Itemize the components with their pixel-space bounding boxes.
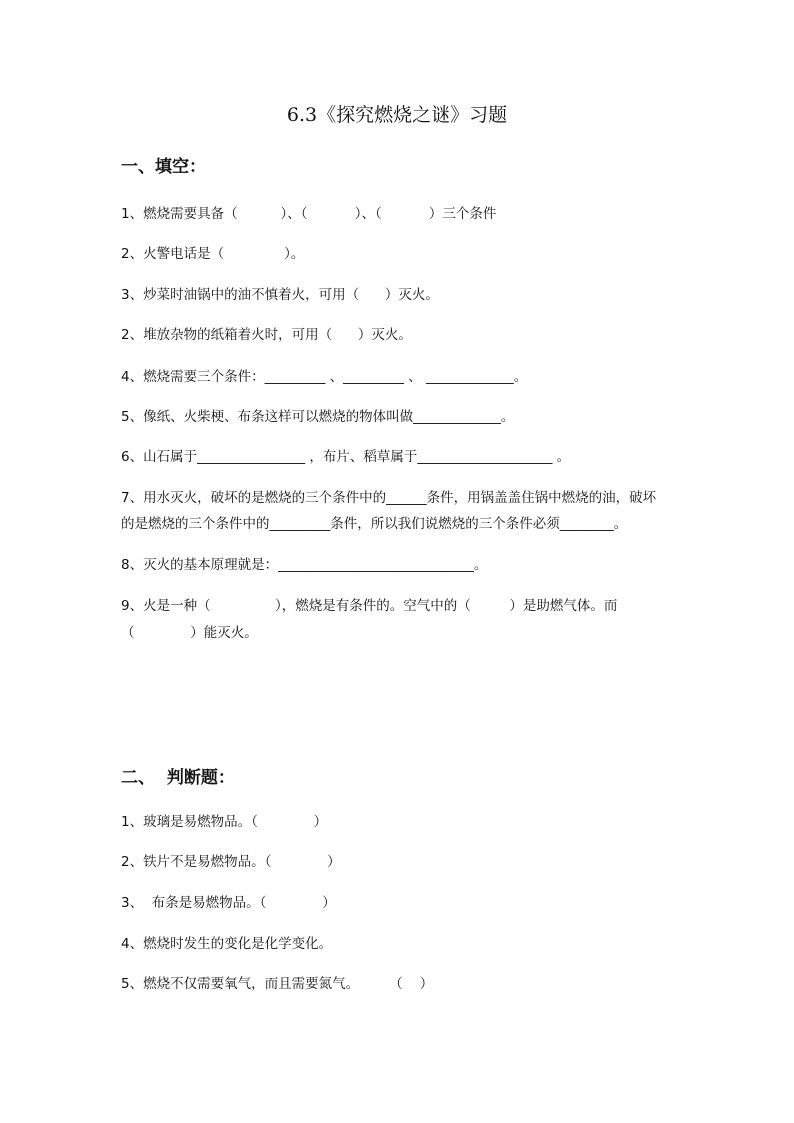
judgement-line: 2、铁片不是易燃物品。（ ）	[121, 854, 341, 870]
page-title: 6.3《探究燃烧之谜》习题	[286, 104, 508, 126]
question-line: 8、灭火的基本原理就是：_____________________________。	[121, 557, 488, 573]
section-heading-fill-blank: 一、填空：	[121, 157, 206, 177]
question-line-continuation: （ ）能灭火。	[121, 625, 258, 641]
question-line: 4、燃烧需要三个条件：_________ 、_________ 、 _____________。	[121, 369, 528, 385]
question-line: 3、炒菜时油锅中的油不慎着火，可用（ ）灭火。	[121, 287, 439, 303]
judgement-line: 4、燃烧时发生的变化是化学变化。	[121, 936, 333, 952]
question-line: 2、堆放杂物的纸箱着火时，可用（ ）灭火。	[121, 327, 412, 343]
judgement-line: 3、 布条是易燃物品。（ ）	[121, 895, 336, 911]
judgement-line: 5、燃烧不仅需要氧气，而且需要氮气。 （ ）	[121, 976, 434, 992]
question-line: 7、用水灭火，破坏的是燃烧的三个条件中的______条件，用锅盖盖住锅中燃烧的油，破坏	[121, 490, 657, 506]
question-line: 5、像纸、火柴梗、布条这样可以燃烧的物体叫做_____________。	[121, 409, 515, 425]
question-line: 1、燃烧需要具备（ ）、（ ）、（ ）三个条件	[121, 206, 497, 222]
section-heading-true-false: 二、 判断题：	[121, 768, 235, 788]
question-line: 2、火警电话是（ ）。	[121, 246, 305, 262]
question-line: 6、山石属于________________ ，布片、稻草属于____________________ 。	[121, 449, 571, 465]
question-line-continuation: 的是燃烧的三个条件中的_________条件，所以我们说燃烧的三个条件必须________。	[121, 516, 628, 532]
question-line: 9、火是一种（ ），燃烧是有条件的。空气中的（ ）是助燃气体。而	[121, 598, 618, 614]
judgement-line: 1、玻璃是易燃物品。（ ）	[121, 814, 328, 830]
